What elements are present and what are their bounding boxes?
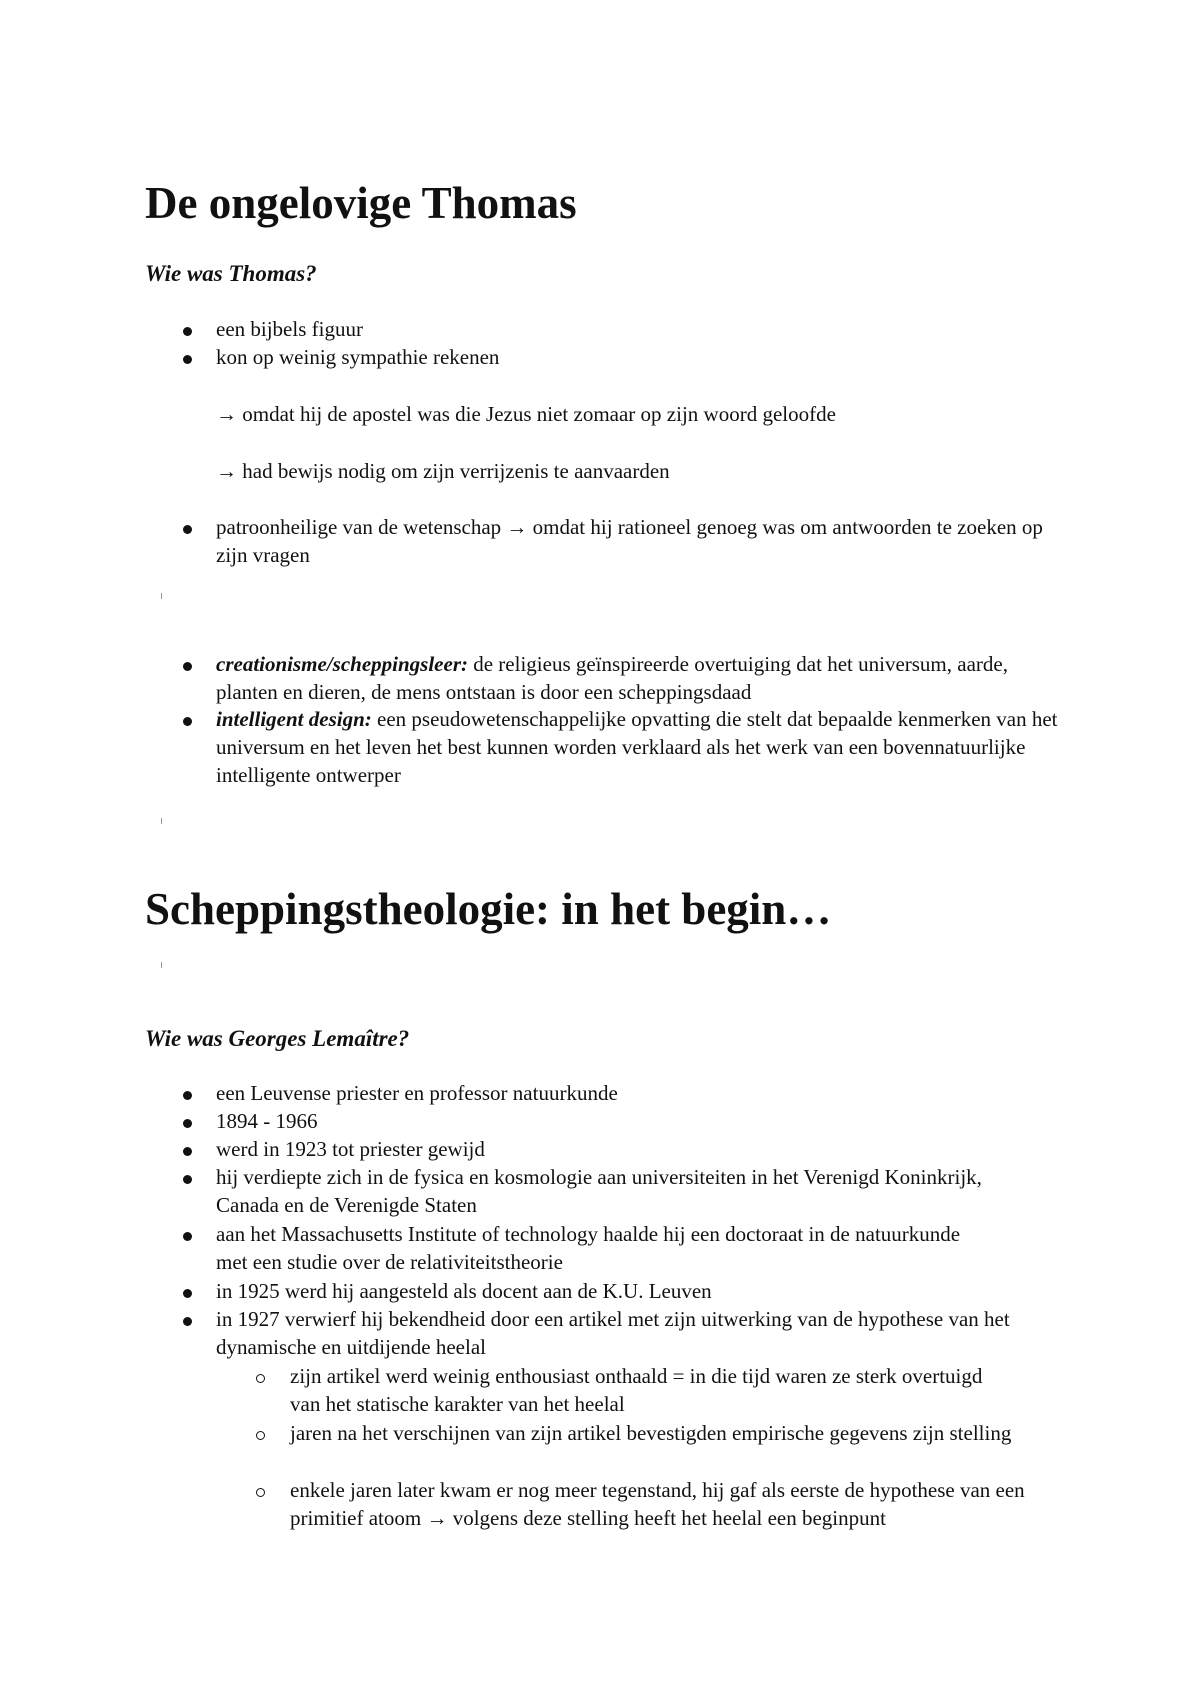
definition-text: een pseudowetenschappelijke opvatting die stelt dat bepaalde kenmerken van het universum en het leven het best kunnen worden verklaard als het werk van een bovennatuurlijke intelligente ontwerper bbox=[216, 707, 1058, 787]
bullet-icon bbox=[183, 327, 192, 336]
list-item: werd in 1923 tot priester gewijd bbox=[216, 1137, 485, 1161]
list-item: hij verdiepte zich in de fysica en kosmologie aan universiteiten in het Verenigd Koninkrijk, Canada en de Verenigde Staten bbox=[216, 1165, 982, 1217]
arrow-note: → had bewijs nodig om zijn verrijzenis te aanvaarden bbox=[216, 459, 670, 483]
circle-bullet-icon bbox=[256, 1374, 265, 1383]
definition-term: creationisme/scheppingsleer: bbox=[216, 652, 468, 676]
circle-bullet-icon bbox=[256, 1431, 265, 1440]
section-title-scheppingstheologie: Scheppingstheologie: in het begin… bbox=[145, 884, 832, 934]
sub-list-item: enkele jaren later kwam er nog meer tegenstand, hij gaf als eerste de hypothese van een primitief atoom → volgens deze stelling heeft het heelal een beginpunt bbox=[290, 1478, 1025, 1530]
paragraph-mark bbox=[161, 962, 162, 968]
bullet-icon bbox=[183, 1147, 192, 1156]
paragraph-mark bbox=[161, 593, 162, 599]
list-item: in 1927 verwierf hij bekendheid door een artikel met zijn uitwerking van de hypothese van het dynamische en uitdijende heelal bbox=[216, 1307, 1010, 1359]
sub-list-item: jaren na het verschijnen van zijn artikel bevestigden empirische gegevens zijn stelling bbox=[290, 1421, 1012, 1445]
bullet-icon bbox=[183, 662, 192, 671]
bullet-icon bbox=[183, 1091, 192, 1100]
subtitle-who-was-lemaitre: Wie was Georges Lemaître? bbox=[145, 1026, 410, 1051]
bullet-icon bbox=[183, 1317, 192, 1326]
paragraph-mark bbox=[161, 818, 162, 824]
section-title-thomas: De ongelovige Thomas bbox=[145, 178, 577, 228]
bullet-icon bbox=[183, 717, 192, 726]
bullet-icon bbox=[183, 1175, 192, 1184]
bullet-icon bbox=[183, 1119, 192, 1128]
definition-intelligent-design bbox=[216, 705, 1066, 789]
definition-creationisme bbox=[216, 650, 1066, 706]
arrow-note: → omdat hij de apostel was die Jezus niet zomaar op zijn woord geloofde bbox=[216, 402, 836, 426]
list-item: een Leuvense priester en professor natuurkunde bbox=[216, 1081, 618, 1105]
list-item: kon op weinig sympathie rekenen bbox=[216, 345, 500, 369]
bullet-icon bbox=[183, 355, 192, 364]
circle-bullet-icon bbox=[256, 1488, 265, 1497]
definition-text: de religieus geïnspireerde overtuiging dat het universum, aarde, planten en dieren, de mens ontstaan is door een scheppingsdaad bbox=[216, 652, 1008, 704]
bullet-icon bbox=[183, 525, 192, 534]
subtitle-who-was-thomas: Wie was Thomas? bbox=[145, 261, 317, 286]
list-item: 1894 - 1966 bbox=[216, 1109, 318, 1133]
list-item: patroonheilige van de wetenschap → omdat hij rationeel genoeg was om antwoorden te zoeken op zijn vragen bbox=[216, 515, 1043, 567]
list-item: een bijbels figuur bbox=[216, 317, 363, 341]
definition-term: intelligent design: bbox=[216, 707, 372, 731]
sub-list-item: zijn artikel werd weinig enthousiast onthaald = in die tijd waren ze sterk overtuigd van het statische karakter van het heelal bbox=[290, 1364, 983, 1416]
list-item: aan het Massachusetts Institute of technology haalde hij een doctoraat in de natuurkunde met een studie over de relativiteitstheorie bbox=[216, 1222, 961, 1274]
bullet-icon bbox=[183, 1289, 192, 1298]
bullet-icon bbox=[183, 1232, 192, 1241]
list-item: in 1925 werd hij aangesteld als docent aan de K.U. Leuven bbox=[216, 1279, 712, 1303]
